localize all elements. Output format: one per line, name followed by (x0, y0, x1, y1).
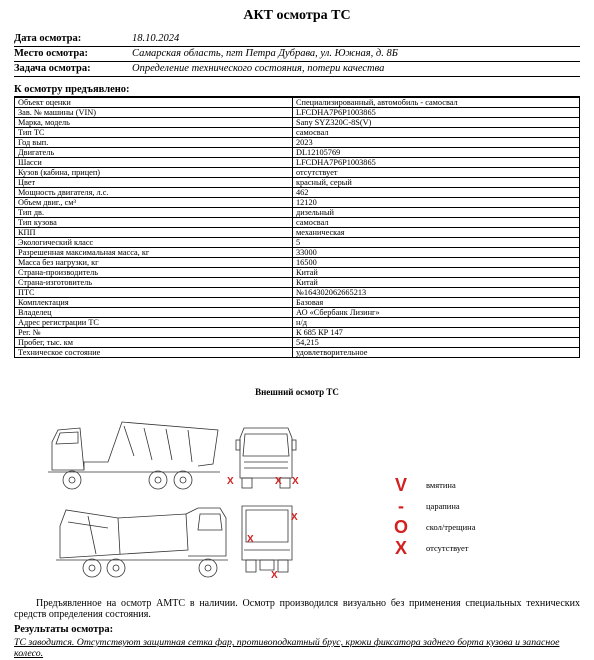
meta-label: Дата осмотра: (14, 33, 82, 44)
missing-mark: X (292, 476, 299, 487)
truck-side-view-left (48, 422, 220, 489)
spec-row (15, 278, 580, 288)
spec-row (15, 118, 580, 128)
legend-row-scratch (390, 495, 500, 516)
spec-key: Комплектация (15, 298, 293, 308)
spec-key: ПТС (15, 288, 293, 298)
spec-row (15, 328, 580, 338)
spec-key: Год вып. (15, 138, 293, 148)
truck-side-view-right (56, 508, 228, 577)
spec-value: №164302062665213 (293, 288, 580, 298)
spec-row (15, 138, 580, 148)
missing-mark: X (247, 534, 254, 545)
spec-row (15, 298, 580, 308)
spec-row (15, 308, 580, 318)
spec-key: Цвет (15, 178, 293, 188)
spec-value: Китай (293, 278, 580, 288)
spec-value: LFCDHA7P6P1003865 (293, 108, 580, 118)
spec-row (15, 258, 580, 268)
missing-mark: X (275, 476, 282, 487)
spec-value: отсутствует (293, 168, 580, 178)
spec-row (15, 318, 580, 328)
spec-key: Рег. № (15, 328, 293, 338)
spec-key: Экологический класс (15, 238, 293, 248)
spec-value: АО «Сбербанк Лизинг» (293, 308, 580, 318)
results-heading: Результаты осмотра: (14, 624, 114, 635)
spec-value: 462 (293, 188, 580, 198)
spec-value: 33000 (293, 248, 580, 258)
meta-value: Самарская область, пгт Петра Дубрава, ул. Южная, д. 8Б (132, 48, 398, 59)
spec-key: Адрес регистрации ТС (15, 318, 293, 328)
document-title: АКТ осмотра ТС (243, 8, 351, 23)
meta-value: 18.10.2024 (132, 33, 180, 44)
spec-value: механическая (293, 228, 580, 238)
spec-value: Sany SYZ320C-8S(V) (293, 118, 580, 128)
spec-value: Китай (293, 268, 580, 278)
spec-row (15, 288, 580, 298)
spec-value: 5 (293, 238, 580, 248)
spec-key: Объем двиг., см³ (15, 198, 293, 208)
spec-key: Объект оценки (15, 98, 293, 108)
meta-row-place (14, 47, 580, 62)
spec-value: красный, серый (293, 178, 580, 188)
inspection-meta (14, 32, 580, 77)
damage-legend (390, 474, 500, 558)
legend-row-dent (390, 474, 500, 495)
spec-key: Страна-изготовитель (15, 278, 293, 288)
spec-key: Владелец (15, 308, 293, 318)
results-text: ТС заводится. Отсутствуют защитная сетка фар, противоподкатный брус, крюки фиксатора заднего борта кузова и запасное колесо. (14, 637, 560, 659)
spec-row (15, 238, 580, 248)
spec-key: Тип дв. (15, 208, 293, 218)
spec-row (15, 108, 580, 118)
spec-key: Марка, модель (15, 118, 293, 128)
spec-row (15, 248, 580, 258)
spec-key: Кузов (кабина, прицеп) (15, 168, 293, 178)
spec-key: Страна-производитель (15, 268, 293, 278)
spec-value: удовлетворительное (293, 348, 580, 358)
spec-row (15, 198, 580, 208)
legend-row-missing (390, 537, 500, 558)
scratch-symbol: - (398, 495, 404, 516)
spec-value: н/д (293, 318, 580, 328)
spec-row (15, 208, 580, 218)
vehicle-specs-table (14, 97, 580, 358)
spec-value: Специализированный, автомобиль - самосвал (293, 98, 580, 108)
spec-value: 54,215 (293, 338, 580, 348)
spec-value: самосвал (293, 128, 580, 138)
spec-key: Масса без нагрузки, кг (15, 258, 293, 268)
spec-row (15, 168, 580, 178)
truck-damage-diagram (48, 410, 328, 595)
spec-value: 2023 (293, 138, 580, 148)
spec-row (15, 98, 580, 108)
chip-symbol: O (393, 516, 408, 537)
spec-value: 16500 (293, 258, 580, 268)
spec-row (15, 338, 580, 348)
spec-row (15, 188, 580, 198)
exterior-title: Внешний осмотр ТС (255, 387, 339, 397)
spec-key: КПП (15, 228, 293, 238)
inspection-note: Предъявленное на осмотр АМТС в наличии. Осмотр производился визуально без применения специальных технических средств определения состояния. (14, 598, 580, 620)
missing-mark: X (291, 512, 298, 523)
spec-row (15, 178, 580, 188)
missing-mark: X (227, 476, 234, 487)
spec-key: Пробег, тыс. км (15, 338, 293, 348)
presented-heading: К осмотру предъявлено: (14, 84, 580, 97)
legend-label: вмятина (426, 479, 456, 490)
spec-row (15, 268, 580, 278)
spec-row (15, 348, 580, 358)
meta-row-task (14, 62, 580, 77)
legend-label: царапина (426, 500, 460, 511)
spec-key: Техническое состояние (15, 348, 293, 358)
spec-value: Базовая (293, 298, 580, 308)
spec-key: Разрешенная максимальная масса, кг (15, 248, 293, 258)
spec-key: Мощность двигателя, л.с. (15, 188, 293, 198)
spec-row (15, 158, 580, 168)
dent-symbol: V (394, 474, 407, 495)
spec-key: Тип ТС (15, 128, 293, 138)
spec-row (15, 228, 580, 238)
spec-key: Шасси (15, 158, 293, 168)
meta-value: Определение технического состояния, потери качества (132, 63, 385, 74)
spec-value: дизельный (293, 208, 580, 218)
spec-value: DL12105769 (293, 148, 580, 158)
spec-key: Тип кузова (15, 218, 293, 228)
truck-front-view (236, 428, 296, 488)
legend-row-chip (390, 516, 500, 537)
legend-label: отсутствует (426, 542, 469, 553)
missing-symbol: X (394, 537, 407, 558)
spec-value: 12120 (293, 198, 580, 208)
legend-label: скол/трещина (426, 521, 476, 532)
missing-mark: X (271, 570, 278, 581)
meta-label: Место осмотра: (14, 48, 89, 59)
spec-key: Зав. № машины (VIN) (15, 108, 293, 118)
meta-row-date (14, 32, 580, 47)
spec-row (15, 128, 580, 138)
meta-label: Задача осмотра: (14, 63, 91, 74)
spec-value: самосвал (293, 218, 580, 228)
spec-row (15, 218, 580, 228)
spec-value: LFCDHA7P6P1003865 (293, 158, 580, 168)
spec-row (15, 148, 580, 158)
spec-value: К 685 КР 147 (293, 328, 580, 338)
spec-key: Двигатель (15, 148, 293, 158)
